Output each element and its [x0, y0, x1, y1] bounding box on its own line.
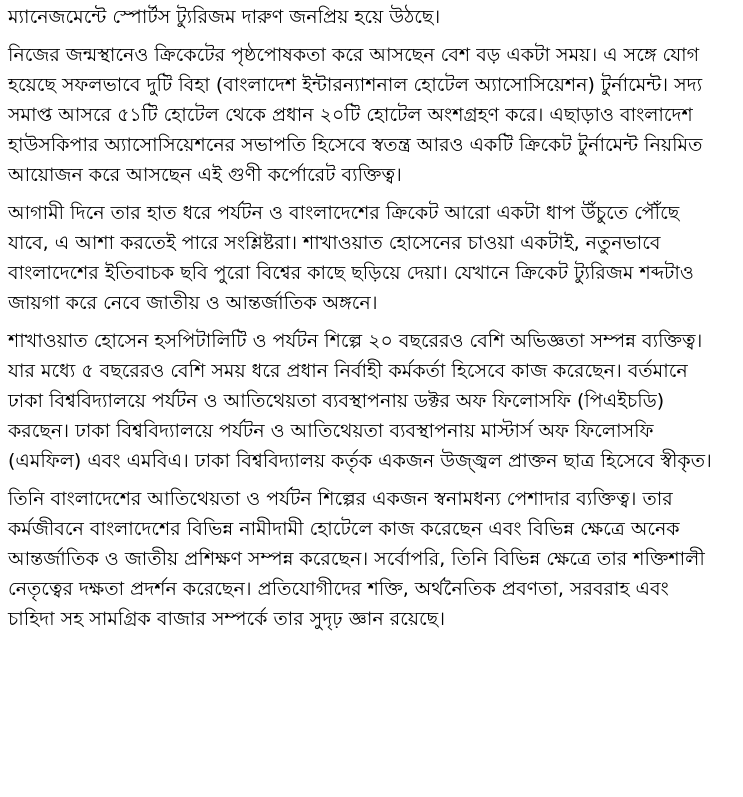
text-line: ম্যানেজমেন্টে স্পোর্টস ট্যুরিজম দারুণ জনপ্রিয় হয়ে উঠছে। [8, 6, 441, 28]
text-line: জায়গা করে নেবে জাতীয় ও আন্তর্জাতিক অঙ্গনে। [8, 292, 378, 314]
text-line: যার মধ্যে ৫ বছরেরও বেশি সময় ধরে প্রধান নির্বাহী কর্মকর্তা হিসেবে কাজ করেছেন। বর্তমানে [8, 360, 688, 382]
text-line: শাখাওয়াত হোসেন হসপিটালিটি ও পর্যটন শিল্পে ২০ বছরেরও বেশি অভিজ্ঞতা সম্পন্ন ব্যক্তিত্ব। [8, 330, 703, 352]
text-line: যাবে, এ আশা করতেই পারে সংশ্লিষ্টরা। শাখাওয়াত হোসেনের চাওয়া একটাই, নতুনভাবে [8, 232, 661, 254]
paragraph-3 [8, 198, 735, 318]
text-line: চাহিদা সহ সামগ্রিক বাজার সম্পর্কে তার সুদৃঢ় জ্ঞান রয়েছে। [8, 608, 445, 630]
paragraph-5 [8, 484, 735, 634]
text-line: কর্মজীবনে বাংলাদেশের বিভিন্ন নামীদামী হোটেলে কাজ করেছেন এবং বিভিন্ন ক্ষেত্রে অনেক [8, 518, 680, 540]
text-line: নেতৃত্বের দক্ষতা প্রদর্শন করেছেন। প্রতিযোগীদের শক্তি, অর্থনৈতিক প্রবণতা, সরবরাহ এবং [8, 578, 669, 600]
text-line: হয়েছে সফলভাবে দুটি বিহা (বাংলাদেশ ইন্টারন্যাশনাল হোটেল অ্যাসোসিয়েশন) টুর্নামেন্ট। সদ্য [8, 74, 703, 96]
text-line: হাউসকিপার অ্যাসোসিয়েশনের সভাপতি হিসেবে স্বতন্ত্র আরও একটি ক্রিকেট টুর্নামেন্ট নিয়মিত [8, 134, 703, 156]
text-line: তিনি বাংলাদেশের আতিথেয়তা ও পর্যটন শিল্পের একজন স্বনামধন্য পেশাদার ব্যক্তিত্ব। তার [8, 488, 673, 510]
paragraph-2 [8, 40, 735, 190]
text-line: আন্তর্জাতিক ও জাতীয় প্রশিক্ষণ সম্পন্ন করেছেন। সর্বোপরি, তিনি বিভিন্ন ক্ষেত্রে তার শক্তিশালী [8, 548, 705, 570]
text-line: করছেন। ঢাকা বিশ্ববিদ্যালয়ে পর্যটন ও আতিথেয়তা ব্যবস্থাপনায় মাস্টার্স অফ ফিলোসফি [8, 420, 654, 442]
text-line: নিজের জন্মস্থানেও ক্রিকেটের পৃষ্ঠপোষকতা করে আসছেন বেশ বড় একটা সময়। এ সঙ্গে যোগ [8, 44, 700, 66]
text-line: (এমফিল) এবং এমবিএ। ঢাকা বিশ্ববিদ্যালয় কর্তৃক একজন উজ্জ্বল প্রাক্তন ছাত্র হিসেবে স্বীকৃত। [8, 450, 712, 472]
paragraph-4 [8, 326, 735, 476]
text-line: সমাপ্ত আসরে ৫১টি হোটেল থেকে প্রধান ২০টি হোটেল অংশগ্রহণ করে। এছাড়াও বাংলাদেশ [8, 104, 693, 126]
text-line: আগামী দিনে তার হাত ধরে পর্যটন ও বাংলাদেশের ক্রিকেট আরো একটা ধাপ উঁচুতে পৌঁছে [8, 202, 680, 224]
text-line: ঢাকা বিশ্ববিদ্যালয়ে পর্যটন ও আতিথেয়তা ব্যবস্থাপনায় ডক্টর অফ ফিলোসফি (পিএইচডি) [8, 390, 665, 412]
text-line: বাংলাদেশের ইতিবাচক ছবি পুরো বিশ্বের কাছে ছড়িয়ে দেয়া। যেখানে ক্রিকেট ট্যুরিজম শব্দটাও [8, 262, 694, 284]
paragraph-1 [8, 2, 735, 32]
text-line: আয়োজন করে আসছেন এই গুণী কর্পোরেট ব্যক্তিত্ব। [8, 164, 402, 186]
